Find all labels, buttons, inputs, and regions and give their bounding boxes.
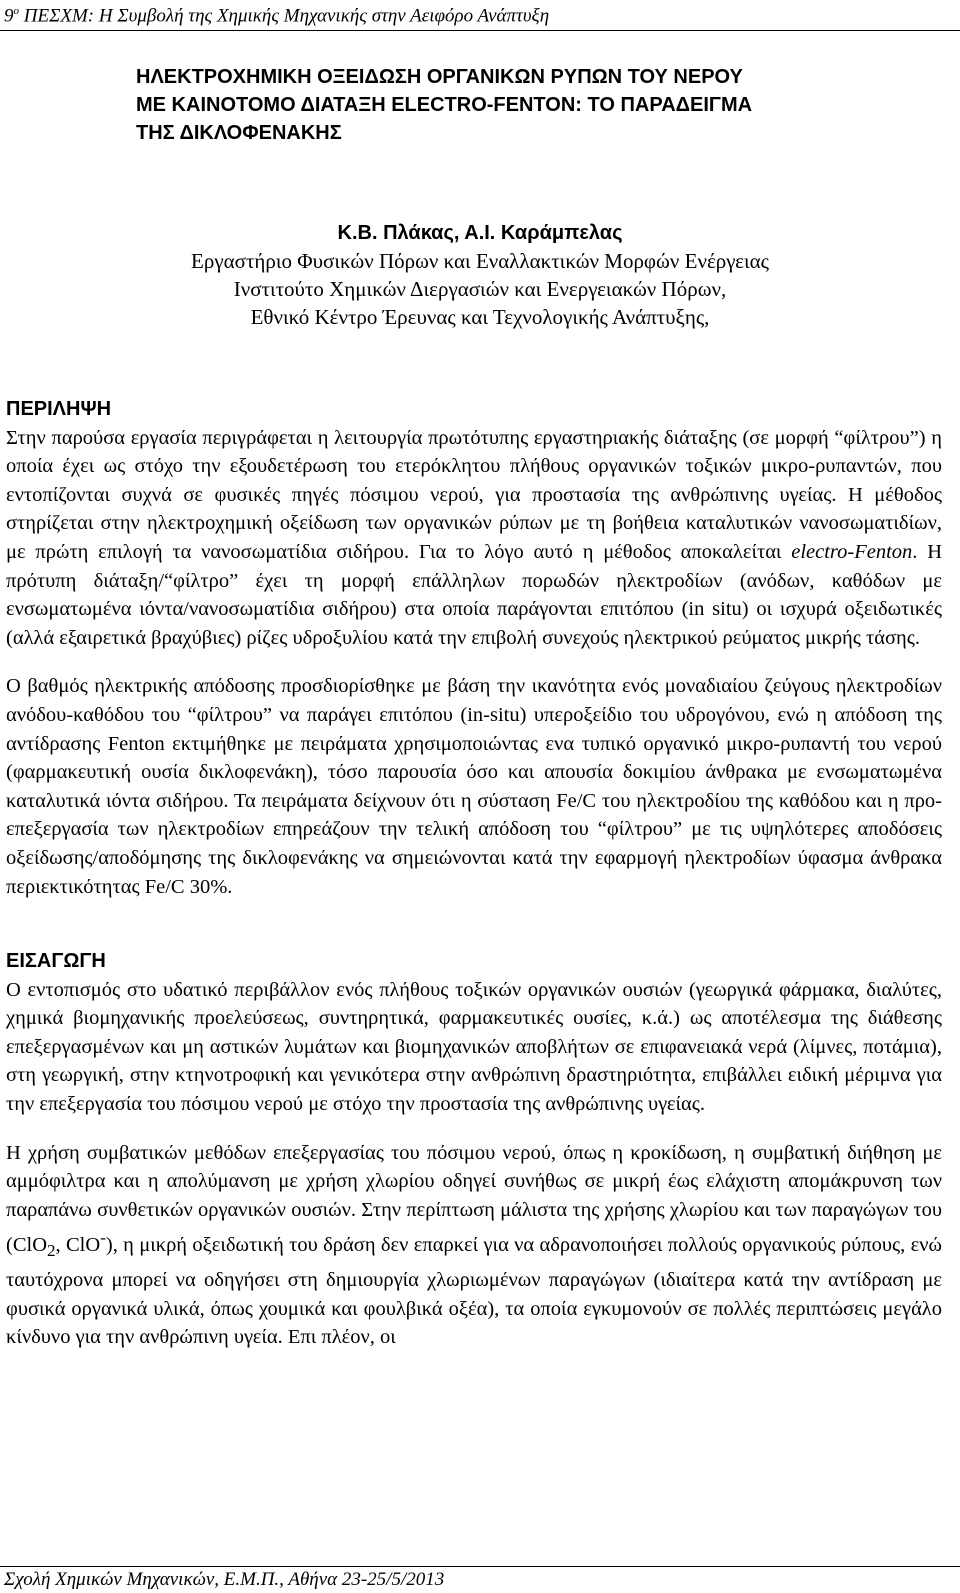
intro-p2-superscript: -: [100, 1228, 106, 1248]
authors: Κ.Β. Πλάκας, Α.Ι. Καράμπελας: [337, 222, 623, 244]
affiliation-line-1: Εργαστήριο Φυσικών Πόρων και Εναλλακτικών Μορφών Ενέργειας: [191, 249, 769, 273]
affiliation-line-3: Εθνικό Κέντρο Έρευνας και Τεχνολογικής Ανάπτυξης,: [250, 305, 710, 329]
conference-number: 9: [4, 5, 14, 27]
author-block: [0, 219, 960, 331]
paper-title: [136, 63, 752, 147]
title-line-2: ΜΕ ΚΑΙΝΟΤΟΜΟ ΔΙΑΤΑΞΗ ELECTRO-FENTON: ΤΟ ΠΑΡΑΔΕΙΓΜΑ: [136, 94, 753, 116]
title-line-3: ΤΗΣ ΔΙΚΛΟΦΕΝΑΚΗΣ: [136, 122, 342, 144]
intro-p2-subscript: 2: [47, 1241, 56, 1261]
intro-p2-text-a: Η χρήση συμβατικών μεθόδων επεξεργασίας του πόσιμου νερού, όπως η κροκίδωση, η συμβατική διήθηση με αμμόφιλτρα και η απολύμανση με χρήση χλωρίου οδηγεί συνήθως σε μικρή έως ελάχιστη απομάκρυνση των παραπάνω συνθετικών οργανικών ουσιών. Στην περίπτωση μάλιστα της χρήσης χλωρίου και των παραγώγων του (ClO: [6, 1141, 942, 1257]
conference-number-superscript: ο: [13, 5, 19, 17]
introduction-paragraph-1: Ο εντοπισμός στο υδατικό περιβάλλον ενός πλήθους τοξικών οργανικών ουσιών (γεωργικά φάρμακα, διαλύτες, χημικά βιομηχανικής προελεύσεως, συντηρητικά, φαρμακευτικές ουσίες, κ.ά.) ως αποτέλεσμα της διάθεσης επεξεργασμένων και μη αστικών λυμάτων και βιομηχανικών αποβλήτων σε επιφανειακά νερά (λίμνες, ποτάμια), στη γεωργική, στην κτηνοτροφική και γενικότερα στην ανθρώπινη δραστηριότητα, επιβάλλει ειδική μέριμνα για την επεξεργασία του πόσιμου νερού με στόχο την προστασία της ανθρώπινης υγείας.: [6, 978, 942, 1116]
page-footer: Σχολή Χημικών Μηχανικών, Ε.Μ.Π., Αθήνα 23-25/5/2013: [4, 1569, 445, 1590]
affiliation-line-2: Ινστιτούτο Χημικών Διεργασιών και Ενεργειακών Πόρων,: [233, 277, 727, 301]
introduction-paragraph-2: [6, 1139, 942, 1352]
abstract-paragraph-1: [6, 424, 942, 653]
title-line-1: ΗΛΕΚΤΡΟΧΗΜΙΚΗ ΟΞΕΙΔΩΣΗ ΟΡΓΑΝΙΚΩΝ ΡΥΠΩΝ ΤΟΥ ΝΕΡΟΥ: [136, 66, 743, 88]
page-header: [4, 0, 549, 27]
abstract-p1-text-b: . Η πρότυπη διάταξη/“φίλτρο” έχει τη μορφή επάλληλων πορωδών ηλεκτροδίων (ανόδων, καθόδων με ενσωματωμένα ιόντα/νανοσωματίδια σιδήρου) στα οποία παράγονται επιτόπου (in situ) οι ισχυρά οξειδωτικές (αλλά εξαιρετικά βραχύβιες) ρίζες υδροξυλίου κατά την επιβολή συνεχούς ηλεκτρικού ρεύματος μικρής τάσης.: [6, 540, 942, 649]
paper-body: [6, 395, 942, 1352]
abstract-p1-method-name: electro-Fenton: [791, 540, 913, 563]
abstract-p1-text-a: Στην παρούσα εργασία περιγράφεται η λειτουργία πρωτότυπης εργαστηριακής διάταξης (σε μορφή “φίλτρου”) η οποία έχει ως στόχο την εξουδετέρωση του ετερόκλητου πλήθους οργανικών τοξικών μικρο-ρυπαντών, που εντοπίζονται συχνά σε φυσικές πηγές πόσιμου νερού, για προστασία της ανθρώπινης υγείας. Η μέθοδος στηρίζεται στην ηλεκτροχημική οξείδωση των οργανικών ρύπων με τη βοήθεια καταλυτικών νανοσωματιδίων, με πρώτη επιλογή τα νανοσωματίδια σιδήρου. Για το λόγο αυτό η μέθοδος αποκαλείται: [6, 426, 942, 563]
header-divider: [0, 30, 960, 31]
abstract-heading: ΠΕΡΙΛΗΨΗ: [6, 398, 112, 420]
abstract-paragraph-2: Ο βαθμός ηλεκτρικής απόδοσης προσδιορίσθηκε με βάση την ικανότητα ενός μοναδιαίου ζεύγους ηλεκτροδίων ανόδου-καθόδου του “φίλτρου” να παράγει επιτόπου (in-situ) υπεροξείδιο του υδρογόνου, ενώ η απόδοση της αντίδρασης Fenton εκτιμήθηκε με πειράματα χρησιμοποιώντας ενα τυπικό οργανικό μικρο-ρυπαντή του νερού (φαρμακευτική ουσία δικλοφενάκη), τόσο παρουσία όσο και απουσία δοκιμίου άνθρακα με ενσωματωμένα καταλυτικά ιόντα σιδήρου. Τα πειράματα δείχνουν ότι η σύσταση Fe/C του ηλεκτροδίου της καθόδου και η προ-επεξεργασία των ηλεκτροδίων επηρεάζουν την τελική απόδοση του “φίλτρου” με τις υψηλότερες αποδόσεις οξείδωσης/αποδόμησης της δικλοφενάκης να σημειώνονται κατά την εφαρμογή ηλεκτροδίων ύφασμα άνθρακα περιεκτικότητας Fe/C 30%.: [6, 675, 942, 898]
conference-title: ΠΕΣΧΜ: Η Συμβολή της Χημικής Μηχανικής στην Αειφόρο Ανάπτυξη: [19, 5, 550, 27]
intro-p2-text-c: ), η μικρή οξειδωτική του δράση δεν επαρκεί για να αδρανοποιήσει πολλούς οργανικούς ρύπους, ενώ ταυτόχρονα μπορεί να οδηγήσει στη δημιουργία χλωριωμένων παραγώγων (ιδιαίτερα κατά την αντίδραση με φυσικά οργανικά υλικά, όπως χουμικά και φουλβικά οξέα), τα οποία εγκυμονούν σε πολλές περιπτώσεις μεγάλο κίνδυνο για την ανθρώπινη υγεία. Επι πλέον, οι: [6, 1234, 942, 1349]
footer-divider: [0, 1566, 960, 1567]
intro-p2-text-b: , ClO: [55, 1234, 101, 1257]
introduction-heading: ΕΙΣΑΓΩΓΗ: [6, 950, 106, 973]
